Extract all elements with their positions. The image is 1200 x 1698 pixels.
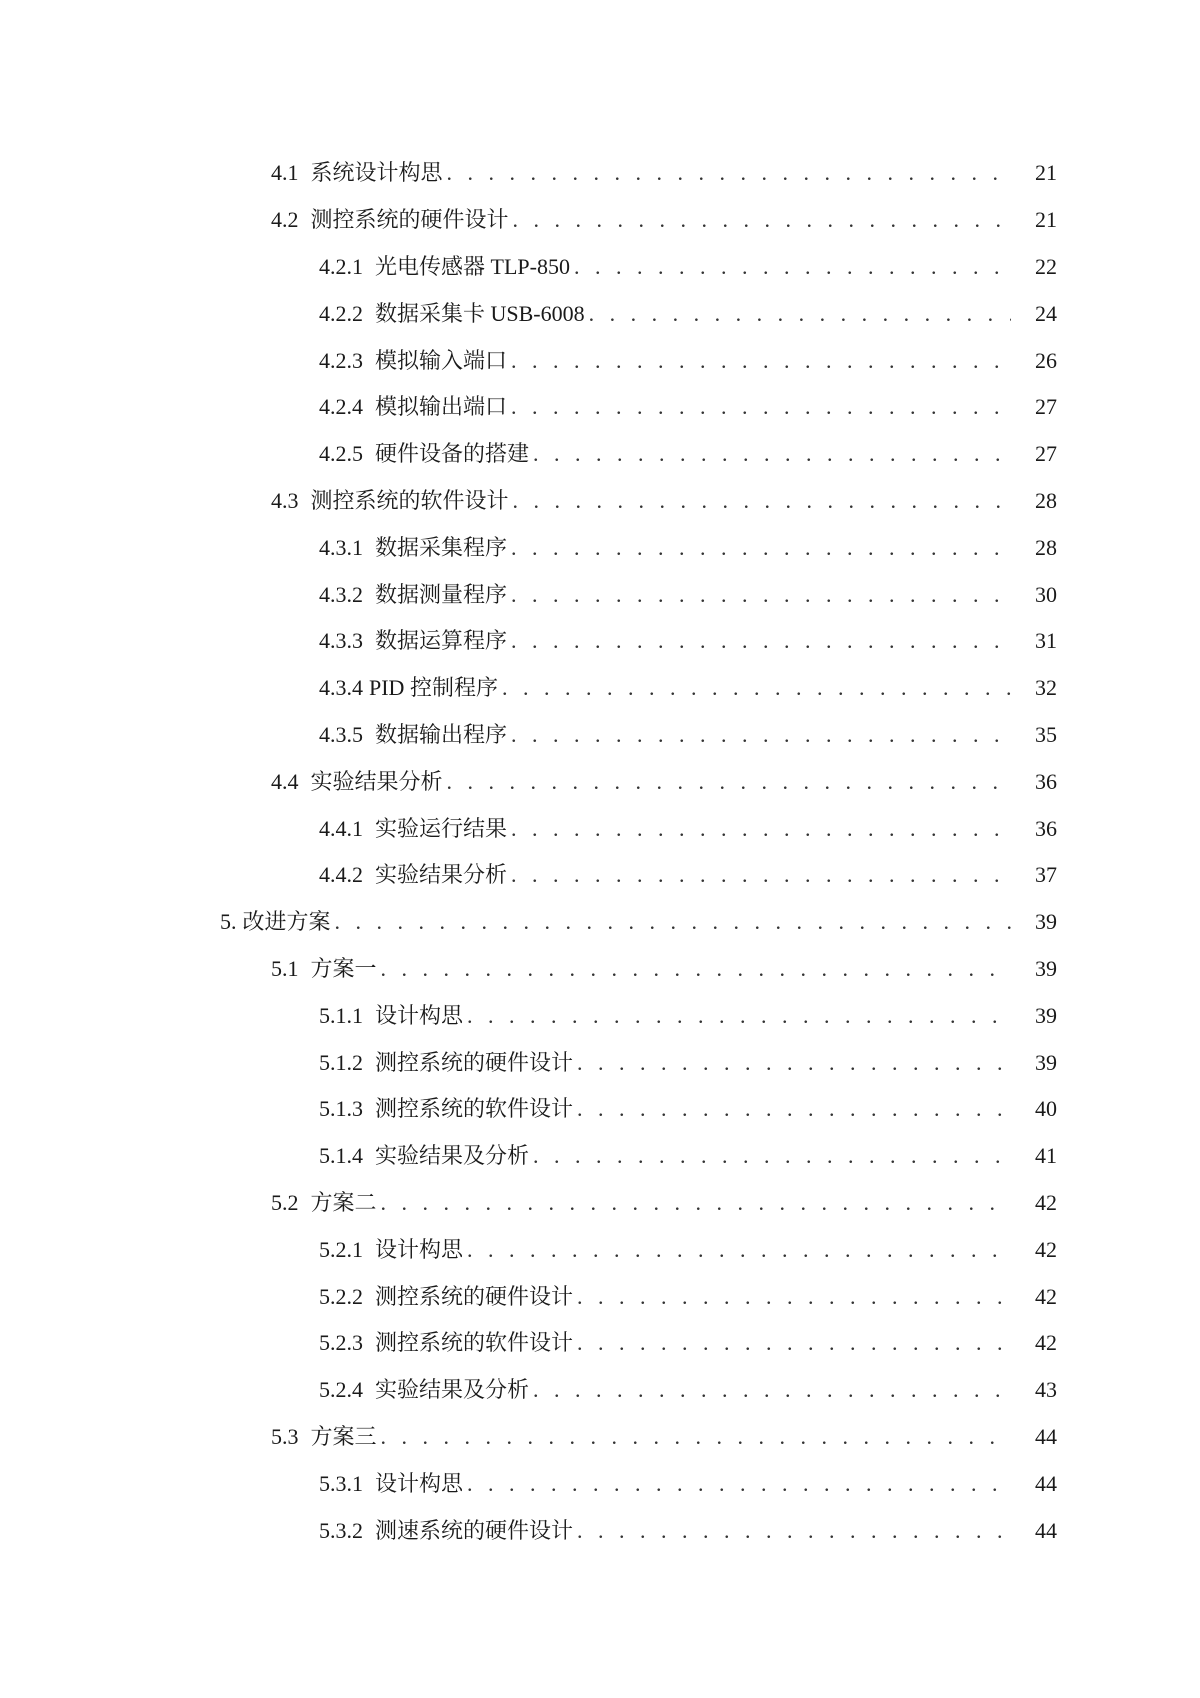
toc-dot-leader [589,303,1011,325]
toc-entry-line [271,1423,1200,1449]
toc-section-title: 测速系统的硬件设计 [375,1517,574,1543]
toc-dot-leader [533,1145,1011,1167]
toc-section-number: 5.3.2 [319,1517,363,1543]
toc-section-title: 方案三 [310,1423,377,1449]
toc-entry-line [319,253,1200,279]
toc-page-number: 43 [1035,1377,1057,1403]
toc-dot-leader [513,490,1011,512]
toc-entry[interactable] [0,852,1200,899]
toc-section-number: 4.3.3 [319,628,363,654]
toc-section-title: 实验结果分析 [375,862,508,888]
toc-dot-leader [577,1332,1011,1354]
toc-entry[interactable] [0,758,1200,805]
toc-page-number: 37 [1035,862,1057,888]
toc-entry-line [319,534,1200,560]
toc-entry[interactable] [0,1273,1200,1320]
toc-section-number: 4.4.1 [319,815,363,841]
toc-entry[interactable] [0,431,1200,478]
table-of-contents [0,150,1200,1554]
toc-entry[interactable] [0,384,1200,431]
toc-section-number: 5.2 [271,1189,299,1215]
toc-page-number: 44 [1035,1470,1057,1496]
toc-entry[interactable] [0,1086,1200,1133]
toc-entry[interactable] [0,1133,1200,1180]
toc-section-title: 实验结果及分析 [375,1377,530,1403]
toc-section-title: 数据采集卡 USB-6008 [375,300,585,326]
toc-section-title: 测控系统的硬件设计 [375,1049,574,1075]
toc-page-number: 28 [1035,534,1057,560]
toc-entry[interactable] [0,571,1200,618]
toc-entry[interactable] [0,1226,1200,1273]
toc-page-number: 44 [1035,1517,1057,1543]
toc-entry[interactable] [0,899,1200,946]
toc-section-number: 4.4.2 [319,862,363,888]
toc-page-number: 35 [1035,721,1057,747]
toc-section-number: 5.1.3 [319,1096,363,1122]
toc-page-number: 21 [1035,160,1057,186]
toc-section-number: 5.2.1 [319,1236,363,1262]
toc-section-title: 数据采集程序 [375,534,508,560]
toc-section-title: 光电传感器 TLP-850 [375,253,570,279]
toc-section-number: 5.2.2 [319,1283,363,1309]
toc-section-number: 4.2.1 [319,253,363,279]
toc-dot-leader [513,209,1011,231]
toc-section-title: 系统设计构思 [310,160,443,186]
toc-page-number: 39 [1035,955,1057,981]
toc-section-number: 4.2.4 [319,394,363,420]
toc-dot-leader [511,818,1011,840]
toc-entry-line [220,911,1200,933]
toc-entry-line [319,630,1200,652]
toc-section-title: 数据输出程序 [375,721,508,747]
toc-entry-line [319,815,1200,841]
toc-section-title: PID 控制程序 [369,675,498,701]
toc-section-number: 4.2.2 [319,300,363,326]
toc-dot-leader [381,1192,1011,1214]
toc-entry[interactable] [0,1414,1200,1461]
toc-entry-line [319,1283,1200,1309]
toc-dot-leader [577,1098,1011,1120]
toc-section-title: 测控系统的软件设计 [310,487,509,513]
toc-section-title: 设计构思 [375,1470,464,1496]
toc-page-number: 30 [1035,581,1057,607]
toc-page-number: 22 [1035,253,1057,279]
toc-entry-line [271,768,1200,794]
toc-dot-leader [381,958,1011,980]
toc-dot-leader [533,443,1011,465]
toc-page-number: 42 [1035,1236,1057,1262]
toc-dot-leader [511,630,1011,652]
toc-entry-line [319,1517,1200,1543]
toc-page-number: 42 [1035,1189,1057,1215]
toc-entry-line [319,1145,1200,1167]
toc-entry-line [319,721,1200,747]
toc-entry[interactable] [0,337,1200,384]
toc-page-number: 39 [1035,909,1057,935]
toc-entry-line [319,677,1200,699]
toc-entry-line [271,209,1200,231]
toc-section-title: 模拟输入端口 [375,347,508,373]
toc-dot-leader [511,864,1011,886]
toc-entry[interactable] [0,478,1200,525]
toc-section-number: 4.4 [271,768,299,794]
toc-entry-line [271,487,1200,513]
toc-section-number: 5.2.4 [319,1377,363,1403]
toc-dot-leader [467,1005,1011,1027]
toc-section-number: 5.2.3 [319,1330,363,1356]
toc-entry-line [319,1049,1200,1075]
toc-section-number: 5. [220,909,237,935]
toc-entry[interactable] [0,946,1200,993]
toc-entry-line [319,1470,1200,1496]
toc-section-number: 5.3 [271,1423,299,1449]
toc-entry[interactable] [0,244,1200,291]
toc-dot-leader [447,162,1011,184]
toc-page-number: 27 [1035,441,1057,467]
toc-entry[interactable] [0,992,1200,1039]
toc-entry[interactable] [0,618,1200,665]
toc-section-title: 实验结果及分析 [375,1143,530,1169]
toc-dot-leader [335,911,1011,933]
toc-dot-leader [467,1473,1011,1495]
toc-section-number: 5.1 [271,955,299,981]
toc-section-number: 5.1.2 [319,1049,363,1075]
toc-page-number: 32 [1035,675,1057,701]
toc-entry[interactable] [0,290,1200,337]
toc-section-number: 4.2 [271,207,299,233]
toc-entry-line [319,300,1200,326]
toc-dot-leader [577,1520,1011,1542]
toc-dot-leader [577,1286,1011,1308]
toc-section-title: 测控系统的软件设计 [375,1096,574,1122]
toc-page-number: 36 [1035,768,1057,794]
toc-entry-line [319,443,1200,465]
toc-entry-line [319,396,1200,418]
toc-entry[interactable] [0,805,1200,852]
toc-dot-leader [511,537,1011,559]
toc-dot-leader [467,1239,1011,1261]
toc-section-number: 4.2.3 [319,347,363,373]
toc-section-title: 数据测量程序 [375,581,508,607]
toc-entry-line [319,1002,1200,1028]
toc-entry-line [319,581,1200,607]
toc-entry-line [319,1236,1200,1262]
toc-section-number: 4.3.5 [319,721,363,747]
toc-entry[interactable] [0,665,1200,712]
toc-section-number: 4.1 [271,160,299,186]
toc-page-number: 26 [1035,347,1057,373]
toc-section-title: 硬件设备的搭建 [375,441,530,467]
toc-entry-line [319,347,1200,373]
toc-section-title: 改进方案 [242,909,331,935]
toc-section-number: 4.3 [271,487,299,513]
toc-section-number: 4.3.2 [319,581,363,607]
toc-dot-leader [502,677,1011,699]
toc-entry[interactable] [0,150,1200,197]
toc-page-number: 24 [1035,300,1057,326]
toc-entry[interactable] [0,524,1200,571]
toc-entry-line [319,1332,1200,1354]
toc-page-number: 39 [1035,1002,1057,1028]
toc-entry-line [319,864,1200,886]
toc-page-number: 36 [1035,815,1057,841]
toc-section-title: 测控系统的软件设计 [375,1330,574,1356]
toc-section-title: 数据运算程序 [375,628,508,654]
toc-section-number: 5.3.1 [319,1470,363,1496]
toc-page-number: 39 [1035,1049,1057,1075]
toc-page-number: 42 [1035,1330,1057,1356]
toc-page-number: 44 [1035,1423,1057,1449]
toc-section-title: 实验运行结果 [375,815,508,841]
toc-page-number: 28 [1035,487,1057,513]
toc-section-title: 方案一 [310,955,377,981]
toc-dot-leader [574,256,1011,278]
toc-section-title: 测控系统的硬件设计 [310,207,509,233]
toc-entry-line [271,162,1200,184]
toc-entry[interactable] [0,1507,1200,1554]
toc-entry[interactable] [0,1180,1200,1227]
toc-section-title: 实验结果分析 [310,768,443,794]
toc-page-number: 27 [1035,394,1057,420]
toc-dot-leader [511,724,1011,746]
toc-page-number: 41 [1035,1143,1057,1169]
toc-page-number: 42 [1035,1283,1057,1309]
toc-section-number: 4.2.5 [319,441,363,467]
toc-dot-leader [447,771,1011,793]
toc-dot-leader [381,1426,1011,1448]
toc-section-number: 4.3.1 [319,534,363,560]
toc-page-number: 21 [1035,207,1057,233]
toc-entry-line [319,1098,1200,1120]
toc-section-number: 5.1.4 [319,1143,363,1169]
toc-section-title: 测控系统的硬件设计 [375,1283,574,1309]
toc-entry[interactable] [0,1460,1200,1507]
toc-section-title: 设计构思 [375,1002,464,1028]
toc-page-number: 31 [1035,628,1057,654]
toc-dot-leader [577,1052,1011,1074]
toc-section-title: 模拟输出端口 [375,394,508,420]
toc-dot-leader [511,396,1011,418]
toc-dot-leader [511,584,1011,606]
toc-section-title: 方案二 [310,1189,377,1215]
toc-section-number: 4.3.4 [319,675,363,701]
toc-section-number: 5.1.1 [319,1002,363,1028]
toc-page-number: 40 [1035,1096,1057,1122]
toc-entry-line [271,955,1200,981]
toc-dot-leader [533,1379,1011,1401]
toc-entry[interactable] [0,197,1200,244]
toc-dot-leader [511,350,1011,372]
toc-entry[interactable] [0,712,1200,759]
toc-entry-line [271,1189,1200,1215]
toc-section-title: 设计构思 [375,1236,464,1262]
toc-entry[interactable] [0,1039,1200,1086]
toc-entry-line [319,1379,1200,1401]
toc-entry[interactable] [0,1367,1200,1414]
toc-entry[interactable] [0,1320,1200,1367]
